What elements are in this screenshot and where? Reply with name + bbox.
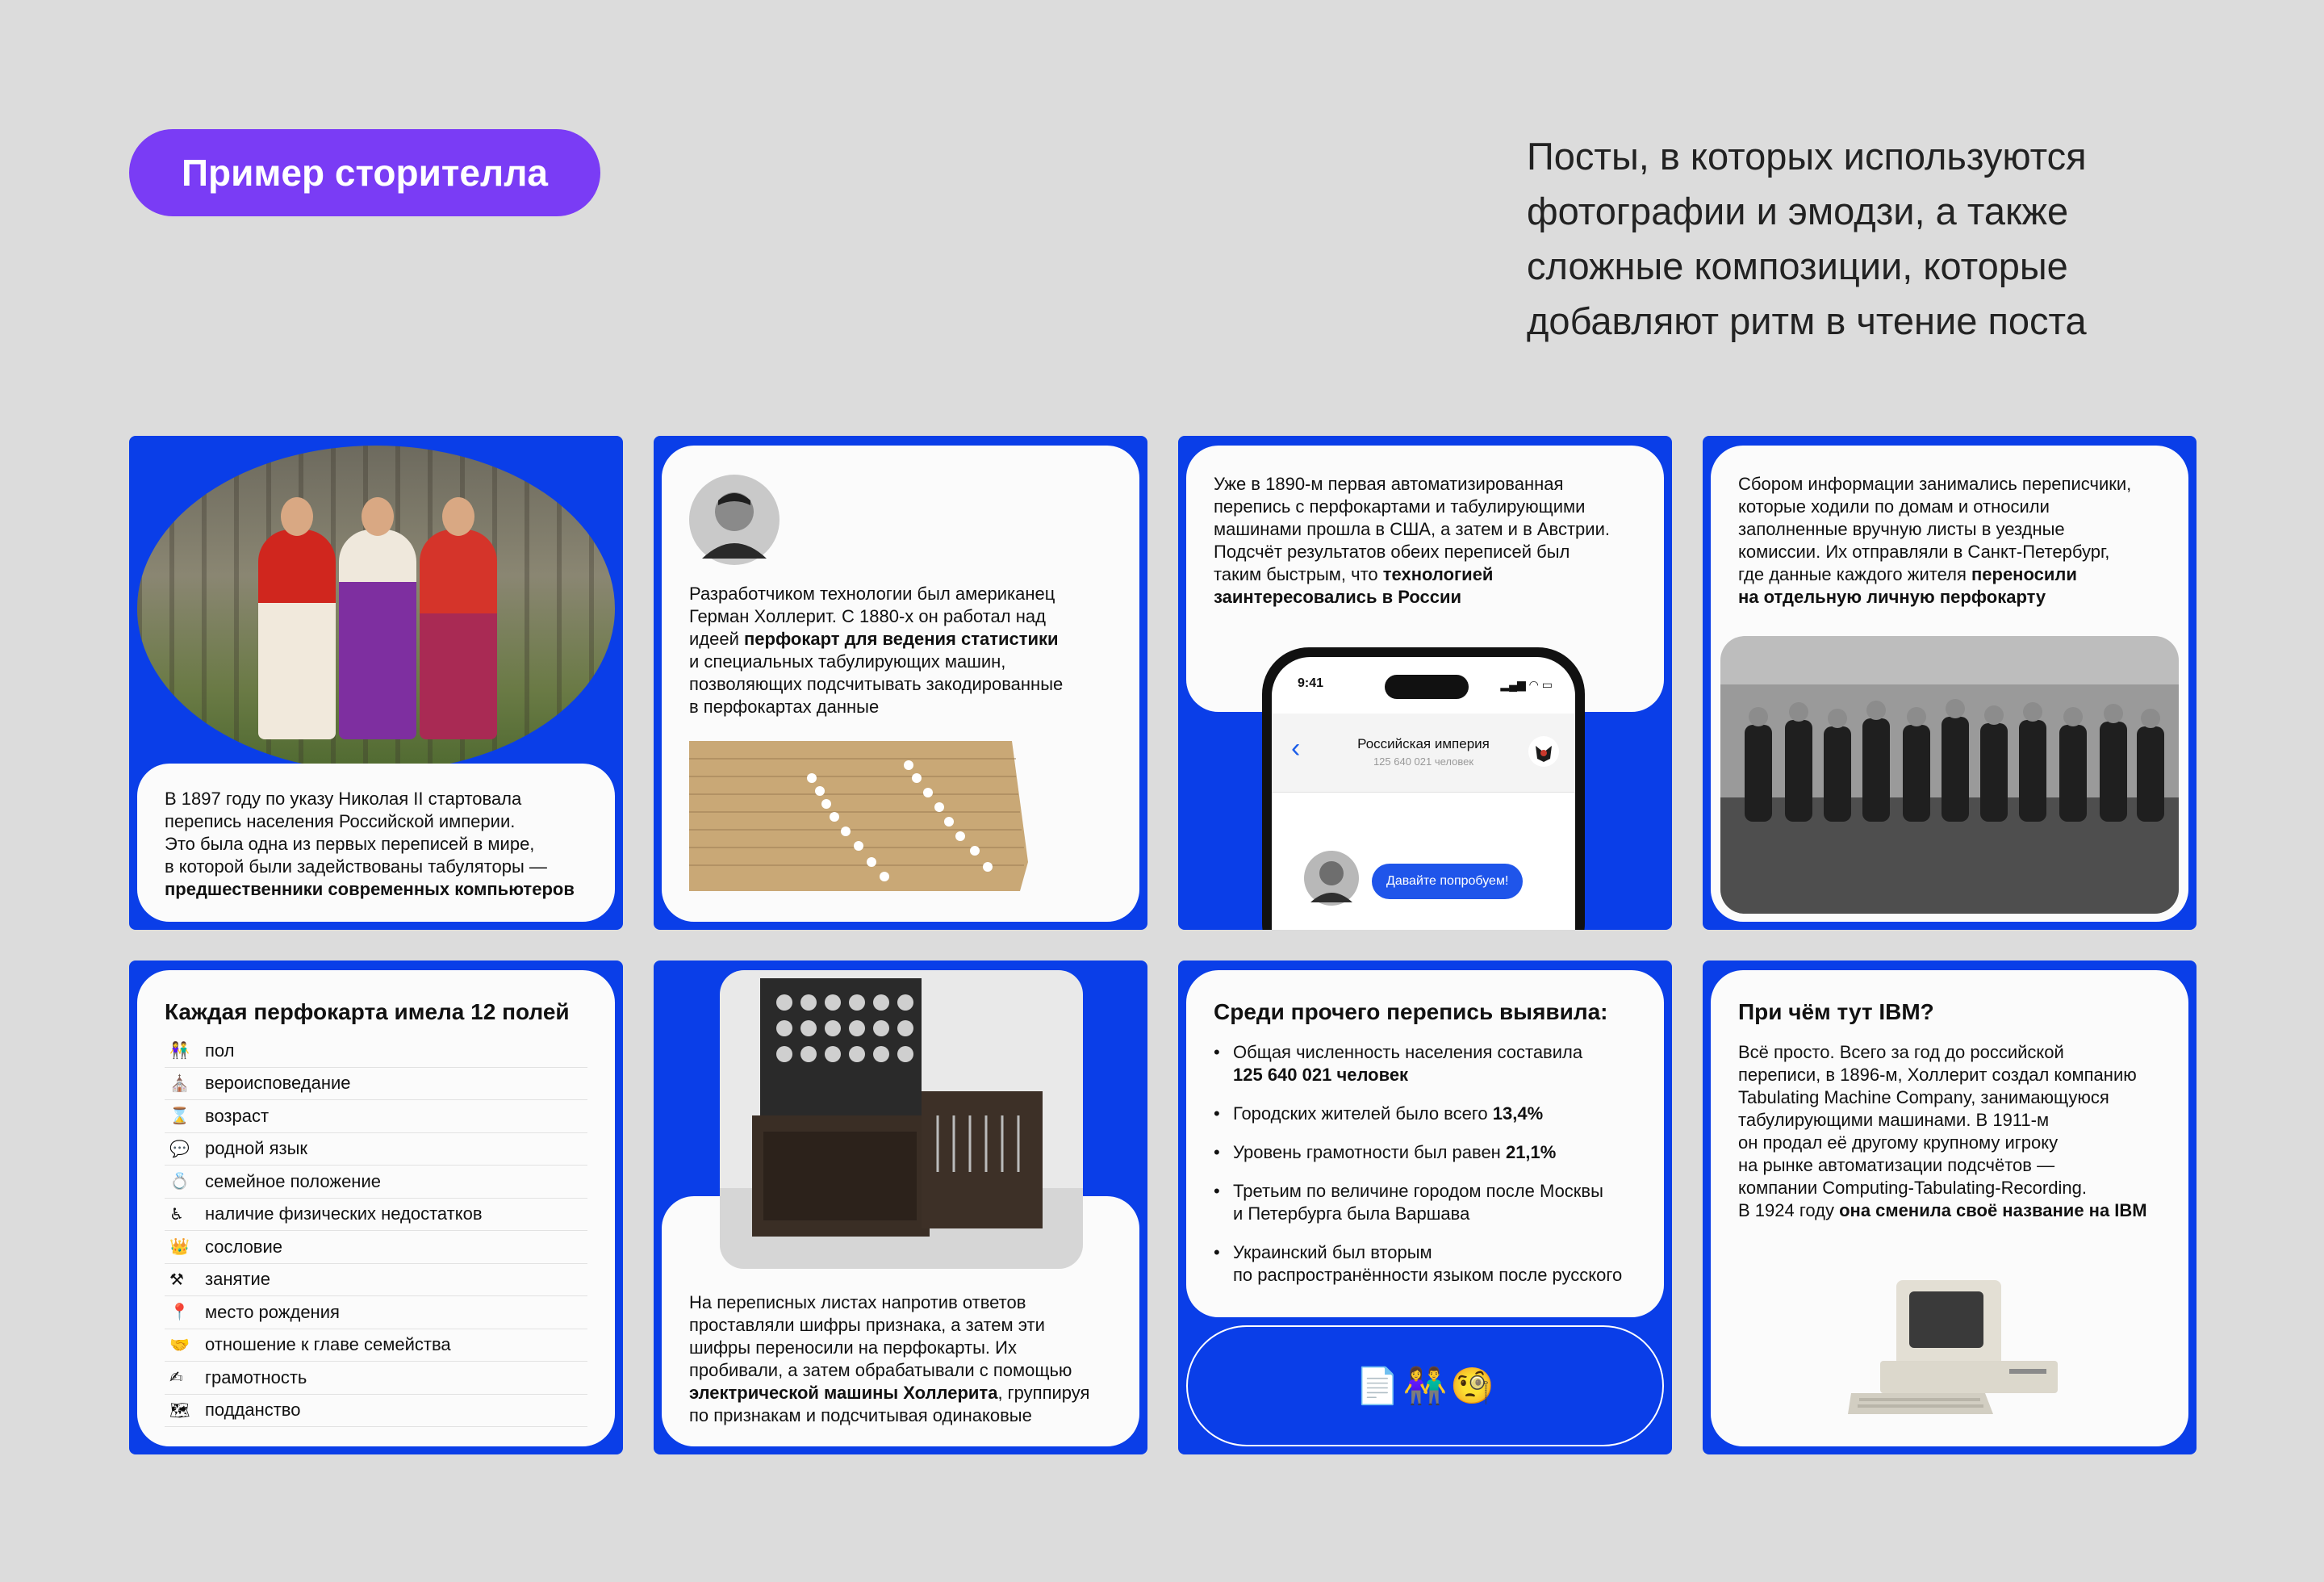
census-takers-photo [1720,636,2179,914]
punch-card-image [689,741,1028,891]
nicholas-avatar [1304,851,1359,906]
card-8-title: При чём тут IBM? [1738,999,1934,1024]
story-card-5[interactable] [129,960,623,1454]
field-emoji-icon: ⌛ [169,1107,190,1126]
field-emoji-icon: 🤝 [169,1336,190,1354]
field-emoji-icon: 👫 [169,1042,190,1061]
field-item [165,1068,587,1101]
intro-line: Посты, в которых используются [1527,135,2087,178]
card-5-title: Каждая перфокарта имела 12 полей [165,999,570,1024]
document-emoji: 📄 [1355,1366,1400,1406]
storytelling-badge: Пример сторителла [129,129,600,216]
dynamic-island [1385,675,1469,699]
chat-header [1272,714,1575,793]
field-item [165,1035,587,1068]
card-4-text: Сбором информации занимались переписчики, которые ходили по домам и относили заполненные вручную листы в уездные комиссии. Их отправляли в Санкт-Петербург, где данные каждого жителя переносили на отдельную личную перфокарту [1738,474,2132,607]
field-label: отношение к главе семейства [205,1334,451,1355]
back-arrow-icon[interactable]: ‹ [1291,733,1301,764]
field-item [165,1362,587,1395]
field-label: родной язык [205,1138,308,1159]
card-8-panel [1711,970,2188,1446]
field-item [165,1395,587,1428]
field-label: вероисповедание [205,1073,351,1094]
field-label: грамотность [205,1366,307,1387]
census-fact: • Украинский был вторым по распространённости языком после русского [1214,1242,1623,1285]
story-card-8[interactable] [1703,960,2197,1454]
story-card-1[interactable] [129,436,623,930]
story-card-7[interactable] [1178,960,1672,1454]
field-label: семейное положение [205,1170,381,1191]
census-fact: • Третьим по величине городом после Москвы и Петербурга была Варшава [1214,1181,1603,1224]
story-card-3[interactable] [1178,436,1672,930]
chat-title: Российская империя [1357,736,1490,751]
field-label: подданство [205,1400,301,1421]
field-item [165,1296,587,1329]
field-label: место рождения [205,1301,340,1322]
field-item [165,1133,587,1166]
status-time: 9:41 [1298,676,1324,690]
census-fact: • Уровень грамотности был равен 21,1% [1214,1142,1557,1162]
card-7-panel [1186,970,1664,1317]
tabulating-machine-photo [720,970,1083,1269]
ibm-pc-image [1848,1280,2074,1417]
story-card-6[interactable] [654,960,1147,1454]
card-5-panel [137,970,615,1446]
field-item [165,1231,587,1264]
story-card-4[interactable] [1703,436,2197,930]
field-emoji-icon: ⛪ [169,1074,190,1093]
card-2-text: Разработчиком технологии был американец Герман Холлерит. С 1880-х он работал над идеей перфокарт для ведения статистики и специальных табулирующих машин, позволяющих подсчитывать закодированные в перфокартах данные [689,584,1064,717]
card-8-text: Всё просто. Всего за год до российской переписи, в 1896-м, Холлерит создал компанию Tabulating Machine Company, занимающуюся табулирующими машинами. В 1911-м он продал её другому крупному игроку на рынке автоматизации подсчётов — компании Computing-Tabulating-Recording. В 1924 году она сменила своё название на IBM [1738,1042,2147,1220]
field-emoji-icon: 👑 [169,1238,190,1257]
intro-text [1527,129,2237,349]
story-card-2[interactable] [654,436,1147,930]
field-label: занятие [205,1269,270,1290]
emoji-reactions [1186,1325,1664,1446]
card-3-text: Уже в 1890-м первая автоматизированная перепись с перфокартами и табулирующими машинами прошла в США, а затем и в Австрии. Подсчёт результатов обеих переписей был таким быстрым, что технологией заинтересовались в России [1214,474,1610,607]
card-2-panel [662,446,1139,922]
field-label: наличие физических недостатков [205,1203,483,1224]
card-1-text-panel [137,764,615,922]
field-emoji-icon: ⚒ [169,1270,184,1289]
chat-subtitle: 125 640 021 человек [1373,755,1474,768]
card-4-panel [1711,446,2188,922]
status-icons: ▂▄▆ ◠ ▭ [1500,678,1553,691]
card-7-title: Среди прочего перепись выявила: [1214,999,1608,1024]
census-fact: • Общая численность населения составила 125 640 021 человек [1214,1042,1583,1085]
field-emoji-icon: 📍 [169,1304,190,1322]
card-1-text: В 1897 году по указу Николая II стартовала перепись населения Российской империи. Это была одна из первых переписей в мире, в которой были задействованы табуляторы — предшественники современных компьютеров [165,789,575,899]
intro-line: фотографии и эмодзи, а также [1527,190,2069,232]
field-item [165,1329,587,1362]
card-6-text: На переписных листах напротив ответов проставляли шифры признака, а затем эти шифры переносили на перфокарты. Их пробивали, а затем обрабатывали с помощью электрической машины Холлерита, группируя по признакам и подсчитывая одинаковые [689,1292,1090,1425]
field-label: возраст [205,1105,270,1126]
phone-mockup [1262,647,1585,930]
field-item [165,1264,587,1297]
field-item [165,1199,587,1232]
intro-line: добавляют ритм в чтение поста [1527,299,2087,342]
field-emoji-icon: ♿ [169,1205,184,1224]
eagle-emblem-icon [1528,736,1559,767]
couple-emoji: 👫 [1402,1366,1448,1406]
intro-line: сложные композиции, которые [1527,245,2068,287]
hollerith-portrait [689,475,780,565]
field-emoji-icon: ✍ [169,1369,183,1387]
field-emoji-icon: 🗺 [169,1401,190,1420]
field-item [165,1166,587,1199]
monocle-face-emoji: 🧐 [1450,1366,1495,1406]
chat-message-bubble: Давайте попробуем! [1372,864,1523,899]
phone-screen [1272,657,1575,930]
census-fact: • Городских жителей было всего 13,4% [1214,1103,1544,1124]
field-label: пол [205,1040,235,1061]
peasant-girls-photo [137,446,615,772]
field-item [165,1100,587,1133]
field-label: сословие [205,1236,283,1257]
field-emoji-icon: 💬 [169,1140,190,1158]
field-emoji-icon: 💍 [169,1173,190,1191]
fields-list [165,1035,587,1427]
